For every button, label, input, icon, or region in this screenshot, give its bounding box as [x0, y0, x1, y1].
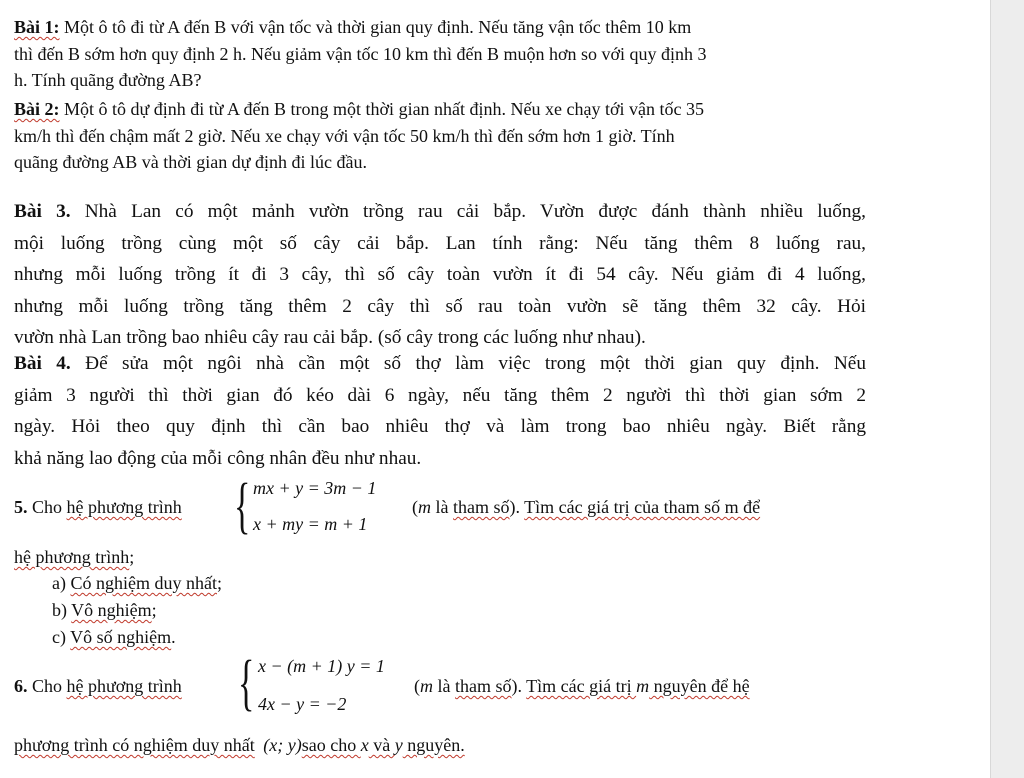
vertical-scrollbar[interactable] [990, 0, 1024, 778]
exercise-5-param-underlined: tham số [453, 497, 510, 517]
exercise-4-line-1: Để sửa một ngôi nhà cần một số thợ làm việc trong một thời gian quy định. Nếu [70, 353, 866, 374]
exercise-6-number: 6. [14, 676, 28, 696]
exercise-5-equation-1: mx + y = 3m − 1 [253, 478, 377, 498]
exercise-1-label: Bài 1: [14, 17, 60, 37]
exercise-6-question-a: Tìm các giá trị [526, 676, 637, 696]
exercise-4-label: Bài 4. [14, 353, 71, 374]
exercise-1-line-1: Một ô tô đi từ A đến B với vận tốc và thời gian quy định. Nếu tăng vận tốc thêm 10 km [59, 17, 692, 37]
exercise-3 [14, 196, 866, 354]
exercise-5-equation-2: x + my = m + 1 [253, 514, 368, 534]
exercise-5-continuation: hệ phương trình [14, 547, 130, 567]
exercise-6-x: x [360, 735, 369, 755]
exercise-5-number: 5. [14, 497, 28, 517]
exercise-4-line-4: khả năng lao động của mỗi công nhân đều như nhau. [14, 447, 422, 469]
option-c-text: Vô số nghiệm [70, 627, 172, 647]
exercise-5-option-b [52, 600, 157, 621]
exercise-4 [14, 348, 866, 474]
exercise-5-paren-open: ( [412, 497, 418, 517]
exercise-6-continuation: phương trình có nghiệm duy nhất [14, 735, 255, 755]
exercise-6-param-underlined: tham số [455, 676, 512, 696]
option-a-end: ; [216, 573, 222, 593]
option-a-prefix: a) [52, 573, 71, 593]
exercise-6-y: y [394, 735, 403, 755]
exercise-5-param-m: m [418, 497, 431, 517]
option-b-prefix: b) [52, 600, 72, 620]
exercise-6-brace: { [238, 649, 255, 717]
exercise-6-param-m: m [420, 676, 433, 696]
exercise-6-question-m: m [636, 676, 650, 696]
exercise-6-question-b: nguyên để hệ [649, 676, 750, 696]
exercise-5-option-c [52, 627, 176, 648]
exercise-3-line-5: vườn nhà Lan trồng bao nhiêu cây rau cải bắp. (số cây trong các luống như nhau). [14, 327, 646, 348]
exercise-3-line-1: Nhà Lan có một mảnh vườn trồng rau cải bắp. Vườn được đánh thành nhiều luống, [70, 201, 866, 222]
exercise-5-lead-underlined: hệ phương trình [66, 497, 182, 517]
exercise-2-line-3: quãng đường AB và thời gian dự định đi lúc đầu. [14, 152, 368, 172]
option-b-text: Vô nghiệm [71, 600, 152, 620]
exercise-4-line-2: giảm 3 người thì thời gian đó kéo dài 6 ngày, nếu tăng thêm 2 người thì thời gian sớm 2 [14, 384, 866, 406]
exercise-2 [14, 96, 864, 176]
exercise-6-cont-c: nguyên. [402, 735, 465, 755]
exercise-3-label: Bài 3. [14, 201, 71, 222]
exercise-1-line-3: h. Tính quãng đường AB? [14, 70, 202, 90]
exercise-2-line-1: Một ô tô dự định đi từ A đến B trong một thời gian nhất định. Nếu xe chạy tới vận tốc 35 [59, 99, 704, 119]
exercise-6-paren-close: ). [511, 676, 527, 696]
exercise-5-param-text: là [431, 497, 453, 517]
exercise-3-line-3: nhưng mỗi luống trồng ít đi 3 cây, thì số cây toàn vườn ít đi 54 cây. Nếu giảm đi 4 luống, [14, 264, 866, 285]
exercise-6-equation-1: x − (m + 1) y = 1 [258, 656, 385, 676]
exercise-6-param-text: là [433, 676, 455, 696]
exercise-6-xy: (x; y) [263, 735, 302, 755]
option-c-end: . [171, 627, 176, 647]
exercise-5-continuation-end: ; [129, 547, 135, 567]
exercise-6-paren-open: ( [414, 676, 420, 696]
exercise-3-line-2: mội luống trồng cùng một số cây cải bắp. Lan tính rằng: Nếu tăng thêm 8 luống rau, [14, 232, 866, 254]
exercise-6-va: và [368, 735, 395, 755]
exercise-1-line-2: thì đến B sớm hơn quy định 2 h. Nếu giảm vận tốc 10 km thì đến B muộn hơn so với quy định 3 [14, 43, 707, 64]
exercise-6-lead-underlined: hệ phương trình [66, 676, 182, 696]
exercise-6-cont-b: sao cho [301, 735, 361, 755]
exercise-4-line-3: ngày. Hỏi theo quy định thì cần bao nhiêu thợ và làm trong bao nhiêu ngày. Biết rằng [14, 416, 866, 437]
exercise-1 [14, 14, 864, 94]
exercise-5-paren-close: ). [509, 497, 525, 517]
option-a-text: Có nghiệm duy nhất [70, 573, 217, 593]
option-c-prefix: c) [52, 627, 71, 647]
exercise-5-lead: Cho [27, 497, 67, 517]
exercise-2-line-2: km/h thì đến chậm mất 2 giờ. Nếu xe chạy với vận tốc 50 km/h thì đến sớm hơn 1 giờ. Tính [14, 125, 675, 146]
exercise-5-brace: { [234, 472, 251, 540]
exercise-6-equation-2: 4x − y = −2 [258, 694, 347, 714]
exercise-3-line-4: nhưng mỗi luống trồng tăng thêm 2 cây thì số rau toàn vườn sẽ tăng thêm 32 cây. Hỏi [14, 295, 866, 317]
option-b-end: ; [151, 600, 157, 620]
exercise-5-question: Tìm các giá trị của tham số m để [524, 497, 761, 517]
exercise-5-option-a [52, 573, 222, 594]
exercise-6-lead: Cho [27, 676, 67, 696]
exercise-2-label: Bài 2: [14, 99, 60, 119]
